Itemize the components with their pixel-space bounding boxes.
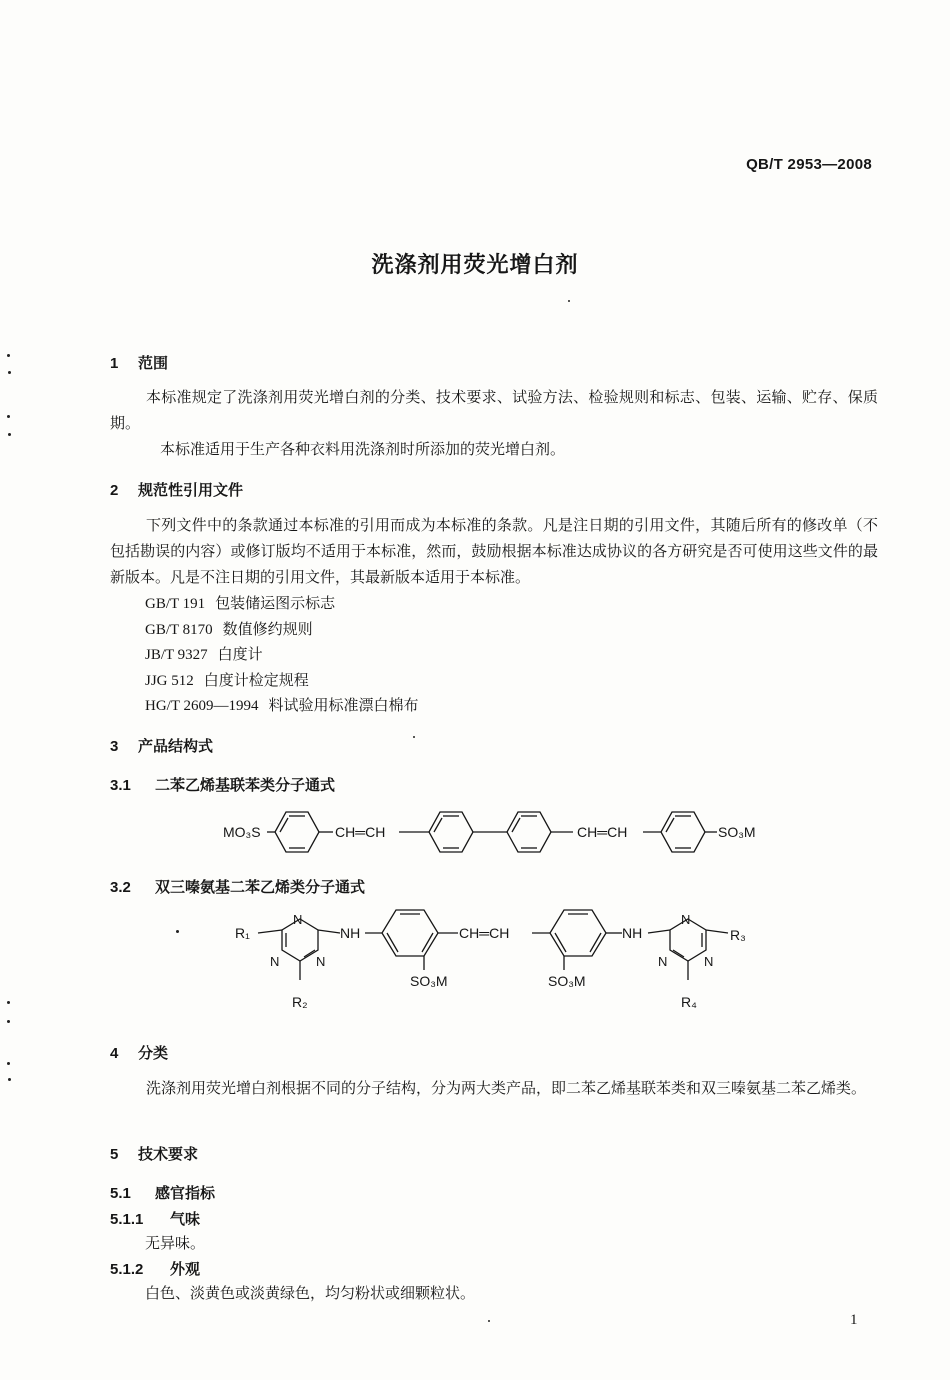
distyryl-biphenyl-structure <box>215 800 775 864</box>
benzene-ring <box>661 812 705 852</box>
benzene-ring <box>382 910 438 956</box>
appearance-requirement: 白色、淡黄色或淡黄绿色，均匀粉状或细颗粒状。 <box>145 1284 476 1302</box>
benzene-ring <box>507 812 551 852</box>
vinylene-group: CH═CH <box>577 824 628 840</box>
scan-speck <box>7 1062 10 1065</box>
section-5-1-2-heading <box>110 1258 200 1279</box>
section-5-1-1-heading <box>110 1208 200 1229</box>
section-number: 3.1 <box>110 777 131 794</box>
section-title: 二苯乙烯基联苯类分子通式 <box>155 776 336 794</box>
standard-code: QB/T 2953—2008 <box>746 156 872 173</box>
section-1-heading <box>110 352 168 373</box>
substituent-r2: R₂ <box>292 994 308 1010</box>
triazine-nitrogen: N <box>270 954 280 969</box>
section-number: 5 <box>110 1146 119 1163</box>
triazine-nitrogen: N <box>704 954 714 969</box>
section-number: 3 <box>110 738 119 755</box>
section-1-paragraph-1: 本标准规定了洗涤剂用荧光增白剂的分类、技术要求、试验方法、检验规则和标志、包装、运输、贮存、保质期。 <box>110 388 878 432</box>
section-title: 外观 <box>170 1260 201 1278</box>
section-number: 5.1 <box>110 1185 131 1202</box>
amino-link: NH <box>622 925 643 941</box>
page-number: 1 <box>850 1312 858 1328</box>
reference-item <box>145 619 313 640</box>
sulfonate-group-left: MO₃S <box>223 824 261 840</box>
reference-title: 白度计 <box>217 645 263 663</box>
section-title: 双三嗪氨基二苯乙烯类分子通式 <box>155 878 366 896</box>
vinylene-group: CH═CH <box>459 925 510 941</box>
sulfonate-group-right: SO₃M <box>548 973 586 989</box>
section-2-paragraph-1: 下列文件中的条款通过本标准的引用而成为本标准的条款。凡是注日期的引用文件，其随后所有的修改单（不包括勘误的内容）或修订版均不适用于本标准，然而，鼓励根据本标准达成协议的各方研究是否可使用这些文件的最新版本。凡是不注日期的引用文件，其最新版本适用于本标准。 <box>110 516 878 586</box>
section-3-heading <box>110 735 213 756</box>
triazine-nitrogen: N <box>316 954 326 969</box>
section-title: 范围 <box>138 354 169 372</box>
scan-speck <box>413 736 415 738</box>
section-title: 技术要求 <box>138 1145 199 1163</box>
scan-speck <box>8 433 11 436</box>
reference-item <box>145 644 263 665</box>
sulfonate-group-left: SO₃M <box>410 973 448 989</box>
section-title: 产品结构式 <box>138 737 214 755</box>
scan-speck <box>7 1020 10 1023</box>
section-3-2-heading <box>110 876 365 897</box>
section-5-heading <box>110 1143 198 1164</box>
substituent-r4: R₄ <box>681 994 697 1010</box>
reference-item <box>145 670 309 691</box>
document-title: 洗涤剂用荧光增白剂 <box>371 253 579 278</box>
reference-code: GB/T 8170 <box>145 622 213 638</box>
triazine-nitrogen: N <box>681 912 691 927</box>
section-number: 1 <box>110 355 119 372</box>
section-title: 气味 <box>170 1210 201 1228</box>
sulfonate-group-right: SO₃M <box>718 824 756 840</box>
scan-speck <box>7 415 10 418</box>
scan-speck <box>568 300 570 302</box>
amino-link: NH <box>340 925 361 941</box>
section-title: 感官指标 <box>155 1184 216 1202</box>
section-number: 4 <box>110 1045 119 1062</box>
odor-requirement: 无异味。 <box>145 1234 206 1252</box>
reference-title: 白度计检定规程 <box>203 671 309 689</box>
scan-speck <box>8 371 11 374</box>
section-number: 2 <box>110 482 119 499</box>
scan-speck <box>7 354 10 357</box>
reference-item <box>145 695 419 716</box>
section-number: 5.1.2 <box>110 1261 144 1278</box>
triazine-nitrogen: N <box>658 954 668 969</box>
section-number: 3.2 <box>110 879 131 896</box>
reference-item <box>145 593 335 614</box>
section-5-1-heading <box>110 1182 215 1203</box>
reference-code: JJG 512 <box>145 673 194 689</box>
reference-title: 料试验用标准漂白棉布 <box>268 696 419 714</box>
scan-speck <box>488 1320 490 1322</box>
benzene-ring <box>429 812 473 852</box>
section-title: 规范性引用文件 <box>138 481 244 499</box>
section-title: 分类 <box>138 1044 169 1062</box>
scan-speck <box>176 930 179 933</box>
section-3-1-heading <box>110 774 335 795</box>
section-number: 5.1.1 <box>110 1211 144 1228</box>
reference-code: JB/T 9327 <box>145 647 208 663</box>
substituent-r1: R₁ <box>235 925 250 941</box>
reference-title: 包装储运图示标志 <box>215 594 336 612</box>
vinylene-group: CH═CH <box>335 824 386 840</box>
substituent-r3: R₃ <box>730 927 746 943</box>
section-1-paragraph-2: 本标准适用于生产各种衣料用洗涤剂时所添加的荧光增白剂。 <box>160 440 566 458</box>
benzene-ring <box>275 812 319 852</box>
section-2-heading <box>110 479 243 500</box>
section-4-paragraph-1: 洗涤剂用荧光增白剂根据不同的分子结构，分为两大类产品，即二苯乙烯基联苯类和双三嗪氨基二苯乙烯类。 <box>146 1079 867 1097</box>
reference-title: 数值修约规则 <box>222 620 313 638</box>
triazine-nitrogen: N <box>293 912 303 927</box>
scan-speck <box>7 1001 10 1004</box>
reference-code: HG/T 2609—1994 <box>145 698 259 714</box>
bis-triazinylamino-stilbene-structure <box>230 900 770 1018</box>
benzene-ring <box>550 910 606 956</box>
reference-code: GB/T 191 <box>145 596 206 612</box>
scan-speck <box>8 1078 11 1081</box>
section-4-heading <box>110 1042 168 1063</box>
